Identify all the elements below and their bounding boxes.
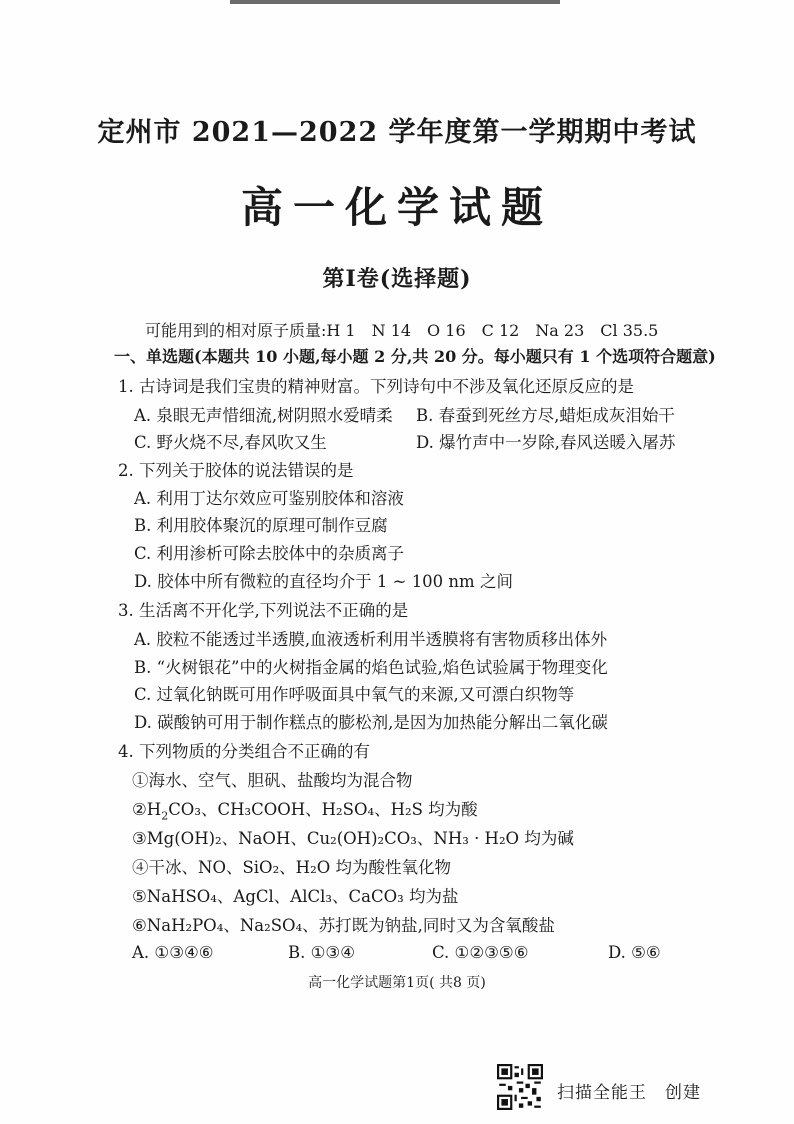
question-4-option-c: C. ①②③⑤⑥ bbox=[432, 943, 529, 962]
section-instructions: 一、单选题(本题共 10 小题,每小题 2 分,共 20 分。每小题只有 1 个选项符合题意) bbox=[114, 347, 716, 366]
question-1-stem: 1. 古诗词是我们宝贵的精神财富。下列诗句中不涉及氧化还原反应的是 bbox=[118, 377, 634, 396]
question-2-option-a: A. 利用丁达尔效应可鉴别胶体和溶液 bbox=[134, 489, 404, 508]
question-4-statement-1: ①海水、空气、胆矾、盐酸均为混合物 bbox=[132, 771, 413, 790]
question-3-option-d: D. 碳酸钠可用于制作糕点的膨松剂,是因为加热能分解出二氧化碳 bbox=[134, 713, 608, 732]
question-3-option-a: A. 胶粒不能透过半透膜,血液透析利用半透膜将有害物质移出体外 bbox=[134, 630, 608, 649]
question-1-option-b: B. 春蚕到死丝方尽,蜡炬成灰泪始干 bbox=[416, 406, 675, 425]
question-4-statement-4: ④干冰、NO、SiO₂、H₂O 均为酸性氧化物 bbox=[132, 858, 451, 877]
question-4-stem: 4. 下列物质的分类组合不正确的有 bbox=[118, 742, 370, 761]
question-1-option-d: D. 爆竹声中一岁除,春风送暖入屠苏 bbox=[416, 433, 676, 452]
question-4-option-d: D. ⑤⑥ bbox=[608, 943, 661, 962]
question-2-option-b: B. 利用胶体聚沉的原理可制作豆腐 bbox=[134, 516, 388, 535]
question-2-option-c: C. 利用渗析可除去胶体中的杂质离子 bbox=[134, 544, 405, 563]
question-2-stem: 2. 下列关于胶体的说法错误的是 bbox=[118, 461, 354, 480]
section-title: 第Ⅰ卷(选择题) bbox=[322, 266, 472, 292]
question-1-option-a: A. 泉眼无声惜细流,树阴照水爱晴柔 bbox=[134, 406, 393, 425]
question-3-option-c: C. 过氧化钠既可用作呼吸面具中氧气的来源,又可漂白织物等 bbox=[134, 685, 575, 704]
question-3-stem: 3. 生活离不开化学,下列说法不正确的是 bbox=[118, 601, 409, 620]
question-4-statement-6: ⑥NaH₂PO₄、Na₂SO₄、苏打既为钠盐,同时又为含氧酸盐 bbox=[132, 916, 555, 935]
question-2-option-d: D. 胶体中所有微粒的直径均介于 1 ~ 100 nm 之间 bbox=[134, 572, 513, 591]
question-4-option-a: A. ①③④⑥ bbox=[132, 943, 214, 962]
scanner-watermark: 扫描全能王 创建 bbox=[557, 1083, 701, 1103]
qr-code-icon bbox=[497, 1064, 543, 1110]
school-title: 定州市 2021—2022 学年度第一学期期中考试 bbox=[97, 117, 697, 148]
question-4-option-b: B. ①③④ bbox=[288, 943, 355, 962]
question-3-option-b: B. “火树银花”中的火树指金属的焰色试验,焰色试验属于物理变化 bbox=[134, 658, 608, 677]
question-4-statement-5: ⑤NaHSO₄、AgCl、AlCl₃、CaCO₃ 均为盐 bbox=[132, 887, 459, 906]
question-4-statement-3: ③Mg(OH)₂、NaOH、Cu₂(OH)₂CO₃、NH₃ · H₂O 均为碱 bbox=[132, 829, 574, 848]
subject-title: 高一化学试题 bbox=[240, 183, 553, 232]
question-4-statement-2: $②H_2CO_3$、CH₃COOH、H₂SO₄、H₂S 均为酸 bbox=[132, 800, 478, 823]
page-footer: 高一化学试题第1页( 共8 页) bbox=[308, 975, 486, 991]
question-1-option-c: C. 野火烧不尽,春风吹又生 bbox=[134, 433, 327, 452]
atomic-masses: 可能用到的相对原子质量:H 1 N 14 O 16 C 12 Na 23 Cl 35.5 bbox=[145, 321, 659, 340]
